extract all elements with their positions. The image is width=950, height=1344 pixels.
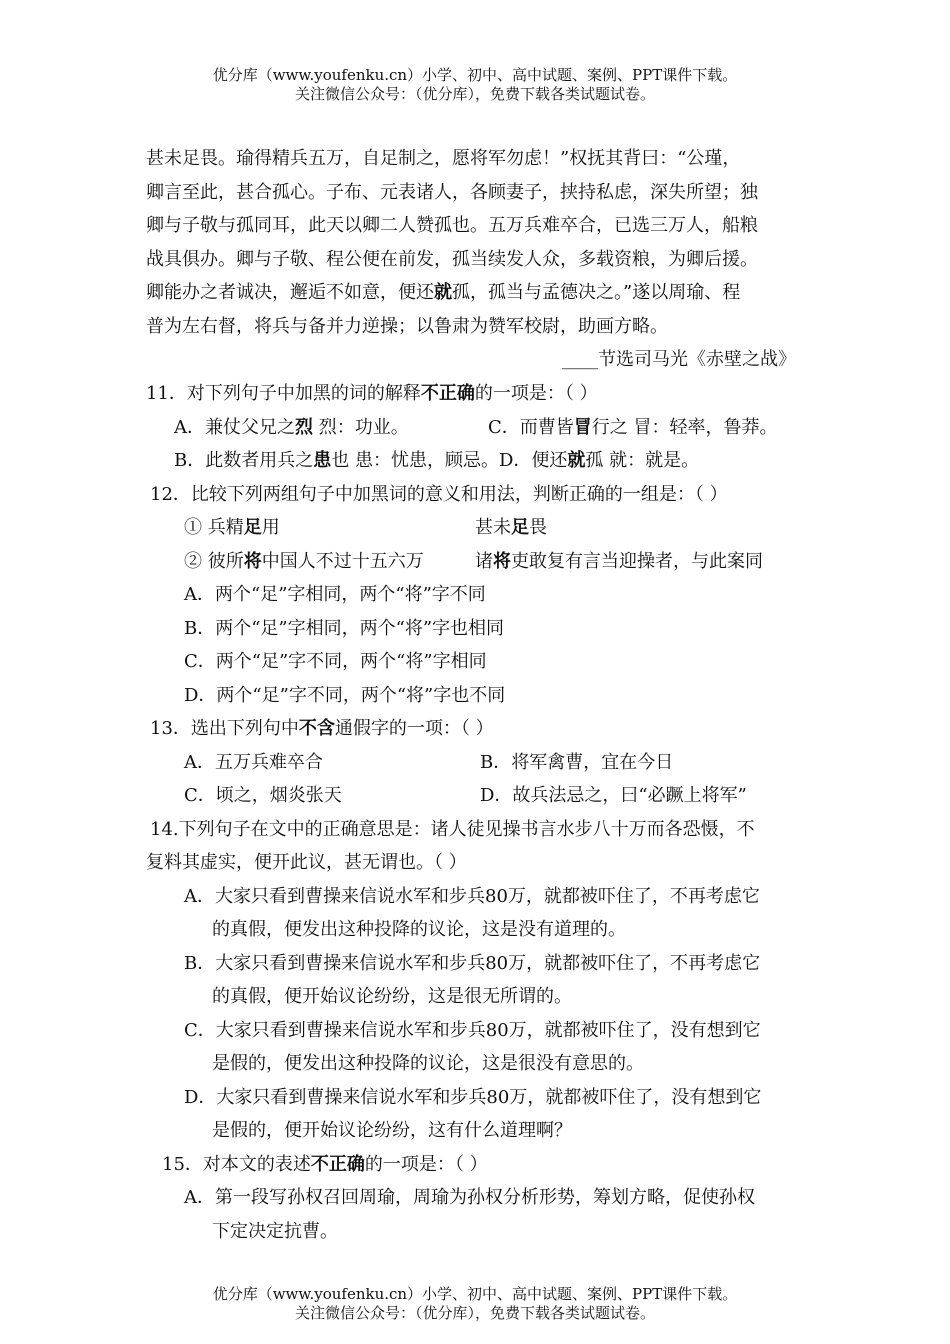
question-stem: 11．对下列句子中加黑的词的解释不正确的一项是：（ ）: [146, 383, 598, 404]
option-a: A．兼仗父兄之烈 烈：功业。: [174, 417, 409, 438]
passage-source: ____节选司马光《赤壁之战》: [562, 349, 796, 370]
option-b-cont: 的真假，便开始议论纷纷，这是很无所谓的。: [212, 986, 572, 1007]
option-b: B．大家只看到曹操来信说水军和步兵80万，就都被吓住了，不再考虑它: [184, 953, 761, 974]
footer-line-2: 关注微信公众号：（优分库），免费下载各类试题试卷。: [294, 1304, 655, 1322]
pair-1-left: ① 兵精足用: [184, 517, 280, 538]
page-header: [0, 66, 950, 104]
question-stem: 12．比较下列两组句子中加黑词的意义和用法，判断正确的一组是：（ ）: [150, 484, 728, 505]
option-c: C．而曹皆冒行之 冒：轻率，鲁莽。: [488, 417, 778, 438]
page-footer: [0, 1285, 950, 1323]
option-c-cont: 是假的，便发出这种投降的议论，这是很没有意思的。: [212, 1053, 644, 1074]
question-stem: 14.下列句子在文中的正确意思是：诸人徒见操书言水步八十万而各恐慑，不: [150, 819, 755, 840]
passage-line: 甚未足畏。瑜得精兵五万，自足制之，愿将军勿虑！”权抚其背曰：“公瑾，: [146, 148, 741, 169]
option-a-cont: 的真假，便发出这种投降的议论，这是没有道理的。: [212, 919, 626, 940]
question-stem-cont: 复料其虚实，便开此议，甚无谓也。（ ）: [146, 852, 467, 873]
option-c: C．顷之，烟炎张天: [184, 785, 342, 806]
option-b: B．两个“足”字相同，两个“将”字也相同: [184, 618, 505, 639]
passage-line: 卿言至此，甚合孤心。子布、元表诸人，各顾妻子，挟持私虑，深失所望；独: [146, 182, 758, 203]
option-b: B．将军禽曹，宜在今日: [480, 752, 674, 773]
option-c: C．大家只看到曹操来信说水军和步兵80万，就都被吓住了，没有想到它: [184, 1020, 761, 1041]
question-stem: 15．对本文的表述不正确的一项是：（ ）: [162, 1154, 488, 1175]
option-d: D．大家只看到曹操来信说水军和步兵80万，就都被吓住了，没有想到它: [184, 1087, 762, 1108]
bold-word: 就: [434, 282, 452, 303]
header-line-1: 优分库（www.youfenku.cn）小学、初中、高中试题、案例、PPT课件下载。: [212, 66, 738, 84]
passage-line: 卿与子敬与孤同耳，此天以卿二人赞孤也。五万兵难卒合，已选三万人，船粮: [146, 215, 758, 236]
option-a: A．五万兵难卒合: [184, 752, 323, 773]
option-a: A．两个“足”字相同，两个“将”字不同: [184, 584, 486, 605]
passage-line: 战具俱办。卿与子敬、程公便在前发，孤当续发人众，多载资粮，为卿后援。: [146, 249, 758, 270]
option-d: D．两个“足”字不同，两个“将”字也不同: [184, 685, 506, 706]
pair-1-right: 甚未足畏: [475, 517, 547, 538]
header-line-2: 关注微信公众号：（优分库），免费下载各类试题试卷。: [294, 85, 655, 103]
option-a: A．大家只看到曹操来信说水军和步兵80万，就都被吓住了，不再考虑它: [184, 886, 760, 907]
option-b-d: B．此数者用兵之患也 患：忧患，顾忌。D．便还就孤 就：就是。: [174, 450, 700, 471]
option-c: C．两个“足”字不同，两个“将”字相同: [184, 651, 487, 672]
option-d-cont: 是假的，便开始议论纷纷，这有什么道理啊？: [212, 1120, 572, 1141]
option-a-cont: 下定决定抗曹。: [212, 1221, 338, 1242]
option-a: A．第一段写孙权召回周瑜，周瑜为孙权分析形势，筹划方略，促使孙权: [184, 1187, 755, 1208]
footer-line-1: 优分库（www.youfenku.cn）小学、初中、高中试题、案例、PPT课件下载。: [212, 1285, 738, 1303]
pair-2-left: ② 彼所将中国人不过十五六万: [184, 551, 424, 572]
passage-line: 卿能办之者诚决，邂逅不如意，便还就孤，孤当与孟德决之。”遂以周瑜、程: [146, 282, 741, 303]
option-d: D．故兵法忌之，曰“必蹶上将军”: [480, 785, 747, 806]
question-stem: 13．选出下列句中不含通假字的一项：（ ）: [150, 718, 494, 739]
passage-line: 普为左右督，将兵与备并力逆操；以鲁肃为赞军校尉，助画方略。: [146, 316, 668, 337]
pair-2-right: 诸将吏敢复有言当迎操者，与此案同: [475, 551, 763, 572]
